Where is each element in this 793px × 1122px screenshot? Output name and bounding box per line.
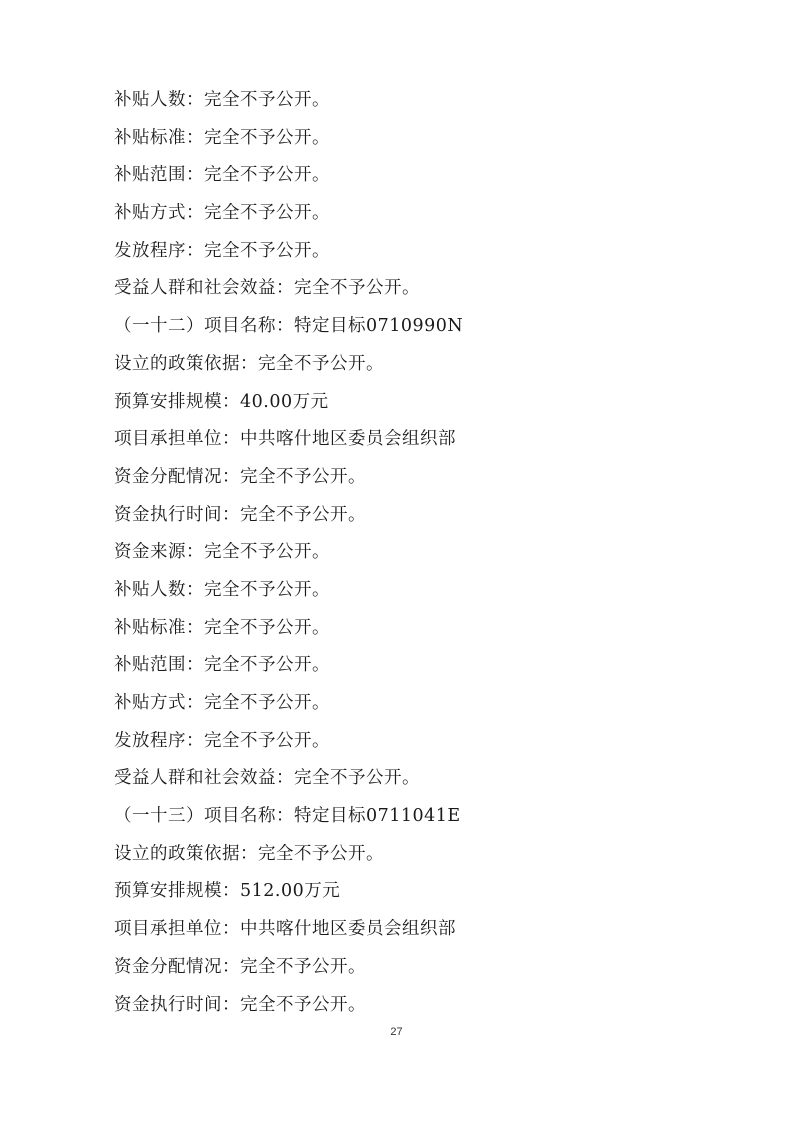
text-line: 补贴标准：完全不予公开。 — [114, 127, 330, 148]
text-line: 补贴范围：完全不予公开。 — [114, 165, 330, 186]
text-line: 补贴人数：完全不予公开。 — [114, 579, 330, 600]
text-line: 补贴方式：完全不予公开。 — [114, 203, 330, 224]
text-line: 预算安排规模：512.00万元 — [114, 881, 341, 902]
text-line: 项目承担单位：中共喀什地区委员会组织部 — [114, 919, 456, 940]
text-line: 设立的政策依据：完全不予公开。 — [114, 843, 384, 864]
document-body — [114, 82, 714, 1024]
text-line: 设立的政策依据：完全不予公开。 — [114, 353, 384, 374]
text-line: 发放程序：完全不予公开。 — [114, 240, 330, 261]
text-line: 受益人群和社会效益：完全不予公开。 — [114, 768, 420, 789]
text-line: 补贴方式：完全不予公开。 — [114, 693, 330, 713]
section-heading: （一十二）项目名称：特定目标0710990N — [114, 316, 464, 337]
section-heading: （一十三）项目名称：特定目标0711041E — [114, 806, 461, 827]
text-line: 资金来源：完全不予公开。 — [114, 542, 330, 563]
text-line: 补贴范围：完全不予公开。 — [114, 655, 330, 676]
text-line: 资金执行时间：完全不予公开。 — [114, 504, 366, 525]
text-line: 资金执行时间：完全不予公开。 — [114, 994, 366, 1015]
text-line: 补贴标准：完全不予公开。 — [114, 617, 330, 638]
text-line: 资金分配情况：完全不予公开。 — [114, 956, 366, 977]
text-line: 资金分配情况：完全不予公开。 — [114, 466, 366, 487]
text-line: 受益人群和社会效益：完全不予公开。 — [114, 278, 420, 299]
text-line: 发放程序：完全不予公开。 — [114, 730, 330, 751]
text-line: 项目承担单位：中共喀什地区委员会组织部 — [114, 429, 456, 450]
text-line: 预算安排规模：40.00万元 — [114, 391, 329, 412]
text-line: 补贴人数：完全不予公开。 — [114, 90, 330, 110]
page-number: 27 — [390, 1026, 403, 1038]
